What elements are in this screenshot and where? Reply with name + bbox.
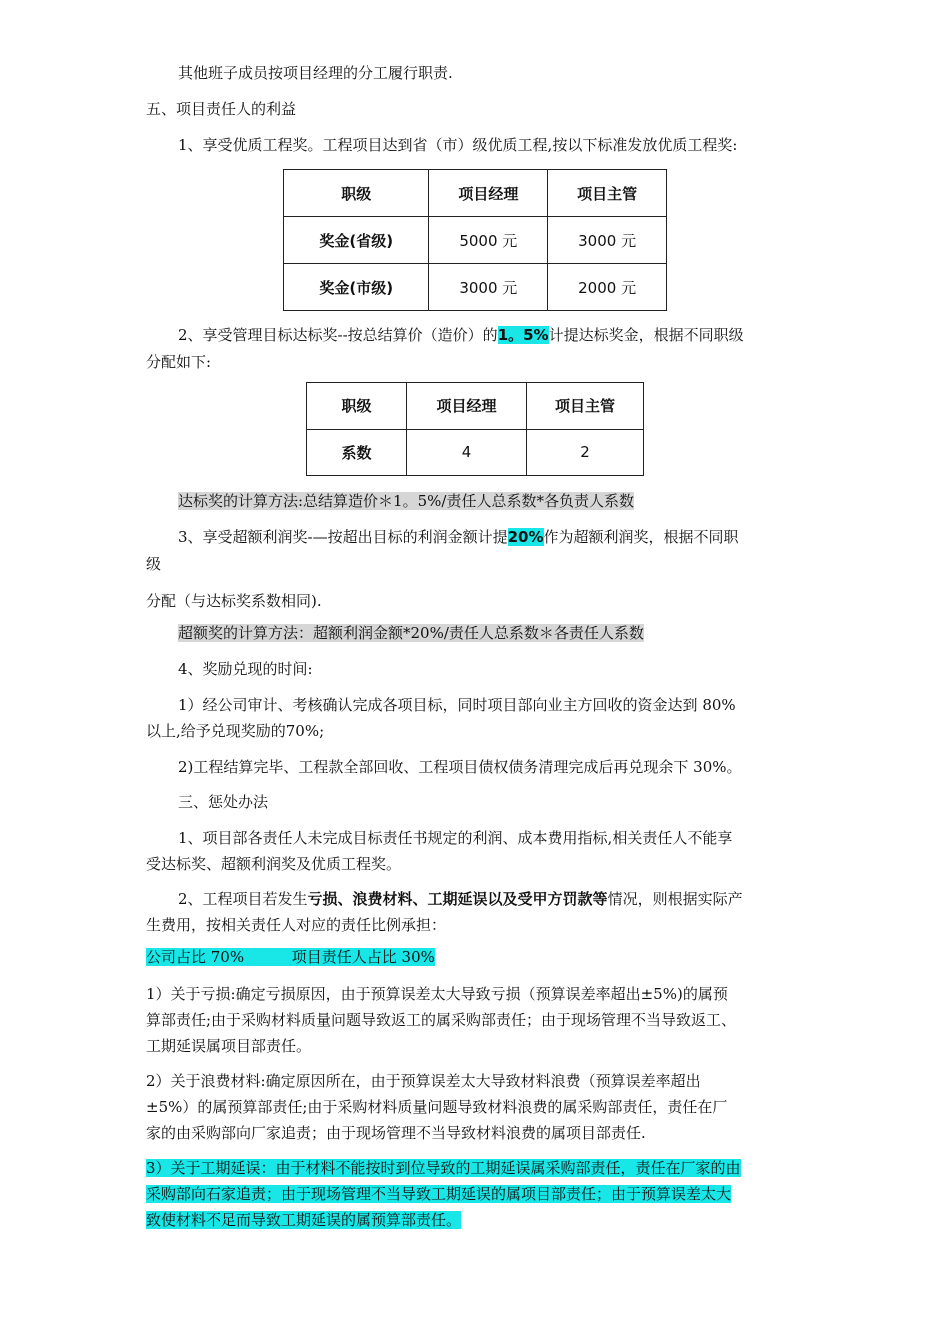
section-heading: 五、项目责任人的利益 [146,100,297,118]
paragraph: 算部责任;由于采购材料质量问题导致返工的属采购部责任；由于现场管理不当导致返工、 [146,1011,737,1029]
text-run: 情况，则根据实际产 [607,890,743,908]
table-cell: 系数 [307,429,407,476]
paragraph: 级 [146,555,162,573]
table-cell: 2 [527,429,644,476]
table-cell: 职级 [307,383,407,430]
highlight-formula: 超额奖的计算方法：超额利润金额*20%/责任人总系数＊各责任人系数 [178,624,644,642]
section-heading: 三、惩处办法 [178,793,269,811]
table-cell: 项目经理 [429,170,548,217]
coefficient-table [306,382,644,476]
paragraph [178,490,634,512]
paragraph: 分配（与达标奖系数相同). [146,592,322,610]
paragraph: 1）关于亏损:确定亏损原因，由于预算误差太大导致亏损（预算误差率超出±5%)的属预 [146,985,728,1003]
table-cell: 3000 元 [548,217,667,264]
paragraph [178,526,739,548]
paragraph [178,888,743,910]
highlight-paragraph: 采购部向石家追责；由于现场管理不当导致工期延误的属项目部责任；由于预算误差太大 [146,1185,732,1203]
paragraph [178,622,644,644]
table-cell: 奖金(省级) [284,217,429,264]
table-row [307,429,644,476]
table-cell: 奖金(市级) [284,264,429,311]
paragraph: 工期延误属项目部责任。 [146,1037,312,1055]
paragraph: 生费用，按相关责任人对应的责任比例承担： [146,916,447,934]
paragraph [146,1157,741,1179]
table-cell: 职级 [284,170,429,217]
table-cell: 项目经理 [407,383,527,430]
text-run: 2、工程项目若发生 [178,890,308,908]
table-cell: 4 [407,429,527,476]
paragraph: 1、项目部各责任人未完成目标责任书规定的利润、成本费用指标,相关责任人不能享 [178,829,733,847]
paragraph: ±5%）的属预算部责任;由于采购材料质量问题导致材料浪费的属采购部责任，责任在厂 [146,1098,728,1116]
highlight-paragraph: 3）关于工期延误：由于材料不能按时到位导致的工期延误属采购部责任，责任在厂家的由 [146,1159,741,1177]
table-cell: 项目主管 [548,170,667,217]
highlight-rate: 1。5% [497,326,549,344]
paragraph [146,1183,731,1205]
text-run: 2、享受管理目标达标奖--按总结算价（造价）的 [178,326,498,344]
paragraph: 分配如下: [146,353,212,371]
paragraph: 2)工程结算完毕、工程款全部回收、工程项目债权债务清理完成后再兑现余下 30%。 [178,758,742,776]
paragraph: 其他班子成员按项目经理的分工履行职责. [178,64,453,82]
table-cell: 5000 元 [429,217,548,264]
paragraph: 家的由采购部向厂家追责；由于现场管理不当导致材料浪费的属项目部责任. [146,1124,646,1142]
paragraph: 1）经公司审计、考核确认完成各项目标，同时项目部向业主方回收的资金达到 80% [178,696,736,714]
paragraph [178,324,744,346]
table-cell: 3000 元 [429,264,548,311]
paragraph: 1、享受优质工程奖。工程项目达到省（市）级优质工程,按以下标准发放优质工程奖: [178,136,738,154]
highlight-paragraph: 致使材料不足而导致工期延误的属预算部责任。 [146,1211,462,1229]
paragraph [146,1209,461,1231]
quality-award-table [283,169,667,311]
paragraph: 以上,给予兑现奖励的70%; [146,722,325,740]
paragraph: 2）关于浪费材料:确定原因所在，由于预算误差太大导致材料浪费（预算误差率超出 [146,1072,701,1090]
text-run: 作为超额利润奖，根据不同职 [543,528,739,546]
bold-text: 亏损、浪费材料、工期延误以及受甲方罚款等 [307,890,608,908]
table-cell: 2000 元 [548,264,667,311]
table-row [284,264,667,311]
text-run: 计提达标奖金，根据不同职级 [548,326,744,344]
table-cell: 项目主管 [527,383,644,430]
table-header-row [307,383,644,430]
table-header-row [284,170,667,217]
highlight-formula: 达标奖的计算方法:总结算造价＊1。5%/责任人总系数*各负责人系数 [178,492,634,510]
table-row [284,217,667,264]
highlight-ratio: 公司占比 70% 项目责任人占比 30% [146,948,435,966]
paragraph: 4、奖励兑现的时间: [178,660,313,678]
paragraph [146,946,435,968]
text-run: 3、享受超额利润奖-—按超出目标的利润金额计提 [178,528,508,546]
paragraph: 受达标奖、超额利润奖及优质工程奖。 [146,855,402,873]
highlight-rate: 20% [507,528,544,546]
